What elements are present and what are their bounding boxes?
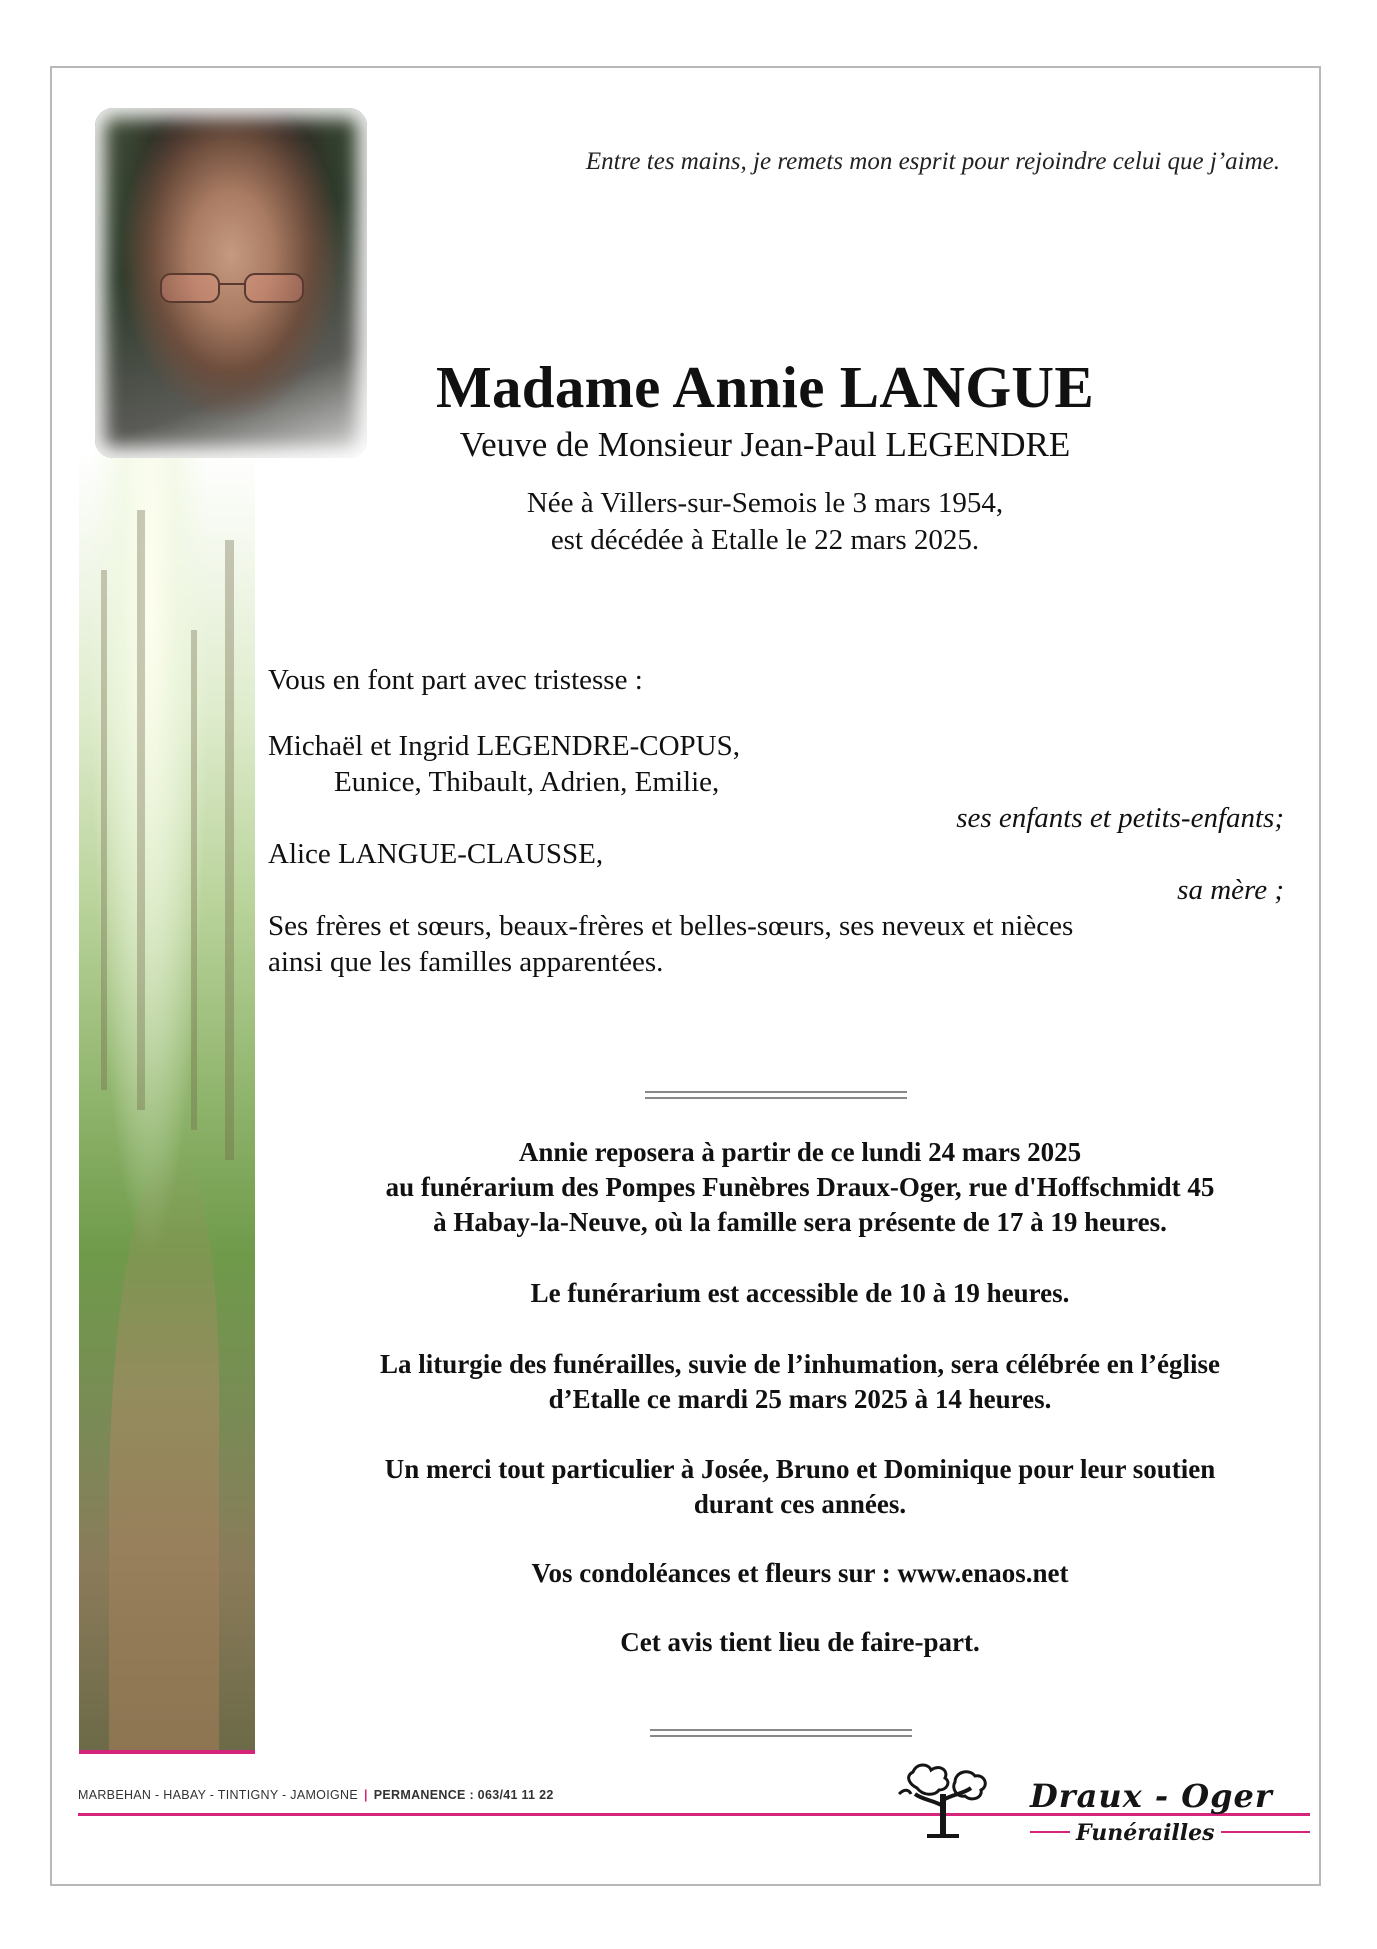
death-line: est décédée à Etalle le 22 mars 2025. (550, 524, 980, 556)
footer-towns (78, 1788, 554, 1802)
forest-path-image (79, 450, 255, 1750)
logo-subtitle-text: Funérailles (1070, 1820, 1221, 1846)
birth-death-info (380, 485, 1150, 559)
glasses-shape (157, 268, 307, 308)
footer-towns-list: MARBEHAN - HABAY - TINTIGNY - JAMOIGNE (78, 1788, 358, 1802)
birth-line: Née à Villers-sur-Semois le 3 mars 1954, (526, 487, 1004, 519)
notice-info: Cet avis tient lieu de faire-part. (620, 1627, 980, 1657)
tree-icon (893, 1760, 993, 1838)
family-siblings-line2: ainsi que les familles apparentées. (268, 946, 664, 978)
family-intro: Vous en font part avec tristesse : (268, 664, 643, 696)
family-mother-relation: sa mère ; (1177, 874, 1284, 906)
portrait-photo (95, 108, 367, 458)
quote: Entre tes mains, je remets mon esprit pour rejoindre celui que j’aime. (585, 148, 1280, 175)
family-children: Michaël et Ingrid LEGENDRE-COPUS, (268, 730, 740, 762)
liturgy-line1: La liturgie des funérailles, suvie de l’inhumation, sera célébrée en l’église (380, 1349, 1220, 1379)
thanks-line1: Un merci tout particulier à Josée, Bruno et Dominique pour leur soutien (384, 1454, 1216, 1484)
divider-top (645, 1091, 907, 1099)
condolences-info: Vos condoléances et fleurs sur : www.enaos.net (531, 1558, 1069, 1588)
rest-line1: Annie reposera à partir de ce lundi 24 mars 2025 (518, 1137, 1082, 1167)
rest-info (300, 1135, 1300, 1240)
thanks-line2: durant ces années. (693, 1489, 907, 1519)
thanks-info (300, 1452, 1300, 1522)
family-grandchildren: Eunice, Thibault, Adrien, Emilie, (334, 766, 720, 798)
family-siblings-line1: Ses frères et sœurs, beaux-frères et belles-sœurs, ses neveux et nièces (268, 910, 1074, 942)
rest-line2: au funérarium des Pompes Funèbres Draux-Oger, rue d'Hoffschmidt 45 (385, 1172, 1215, 1202)
family-mother: Alice LANGUE-CLAUSSE, (268, 838, 604, 870)
divider-bottom (650, 1729, 912, 1737)
logo-subtitle (1070, 1820, 1221, 1846)
footer-permanence: PERMANENCE : 063/41 11 22 (373, 1788, 554, 1802)
liturgy-info (300, 1347, 1300, 1417)
family-children-relation: ses enfants et petits-enfants; (956, 802, 1284, 834)
widow-of: Veuve de Monsieur Jean-Paul LEGENDRE (459, 425, 1071, 464)
liturgy-line2: d’Etalle ce mardi 25 mars 2025 à 14 heures. (548, 1384, 1052, 1414)
strip-underline (79, 1750, 255, 1754)
deceased-name: Madame Annie LANGUE (435, 354, 1094, 420)
rest-line3: à Habay-la-Neuve, où la famille sera présente de 17 à 19 heures. (433, 1207, 1167, 1237)
logo-name: Draux - Oger (1030, 1777, 1273, 1815)
access-info: Le funérarium est accessible de 10 à 19 heures. (530, 1278, 1070, 1308)
family-announcement (268, 662, 1298, 980)
footer-separator: | (363, 1788, 368, 1802)
